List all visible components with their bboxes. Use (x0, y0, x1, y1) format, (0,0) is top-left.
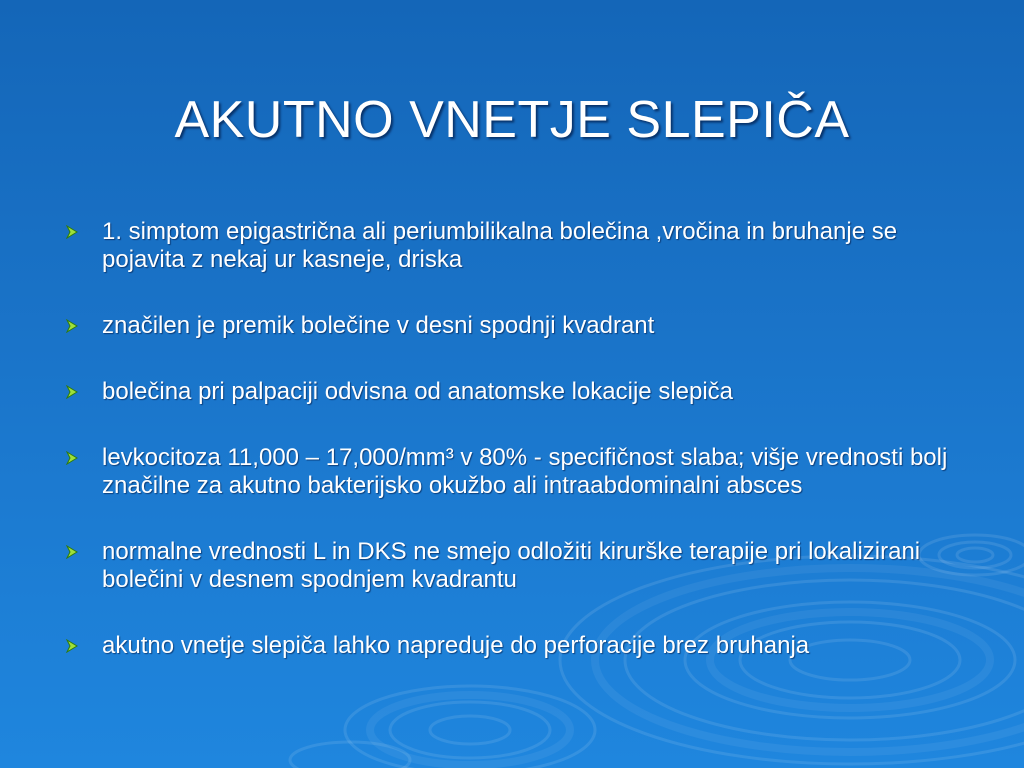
bullet-item-palpation (58, 378, 948, 406)
bullet-text: akutno vnetje slepiča lahko napreduje do perforacije brez bruhanja (102, 632, 810, 659)
arrow-chevron-icon (64, 319, 80, 333)
arrow-chevron-icon (64, 225, 80, 239)
bullet-item-pain-shift (58, 312, 948, 340)
slide-title: AKUTNO VNETJE SLEPIČA (174, 91, 850, 149)
bullet-item-normal-values (58, 538, 948, 594)
bullet-item-leukocytosis (58, 444, 948, 500)
bullet-text: značilen je premik bolečine v desni spodnji kvadrant (102, 312, 655, 339)
arrow-chevron-icon (64, 639, 80, 653)
bullet-item-perforation (58, 632, 948, 660)
bullet-text: levkocitoza 11,000 – 17,000/mm³ v 80% - specifičnost slaba; višje vrednosti bolj značilne za akutno bakterijsko okužbo ali intraabdominalni absces (102, 444, 948, 499)
bullet-text: bolečina pri palpaciji odvisna od anatomske lokacije slepiča (102, 378, 734, 405)
bullet-text: normalne vrednosti L in DKS ne smejo odložiti kirurške terapije pri lokalizirani bolečini v desnem spodnjem kvadrantu (102, 538, 921, 593)
bullet-list (58, 218, 948, 698)
bullet-item-symptoms (58, 218, 948, 274)
bullet-text: 1. simptom epigastrična ali periumbilikalna bolečina ,vročina in bruhanje se pojavita z nekaj ur kasneje, driska (102, 218, 898, 273)
arrow-chevron-icon (64, 451, 80, 465)
arrow-chevron-icon (64, 385, 80, 399)
arrow-chevron-icon (64, 545, 80, 559)
